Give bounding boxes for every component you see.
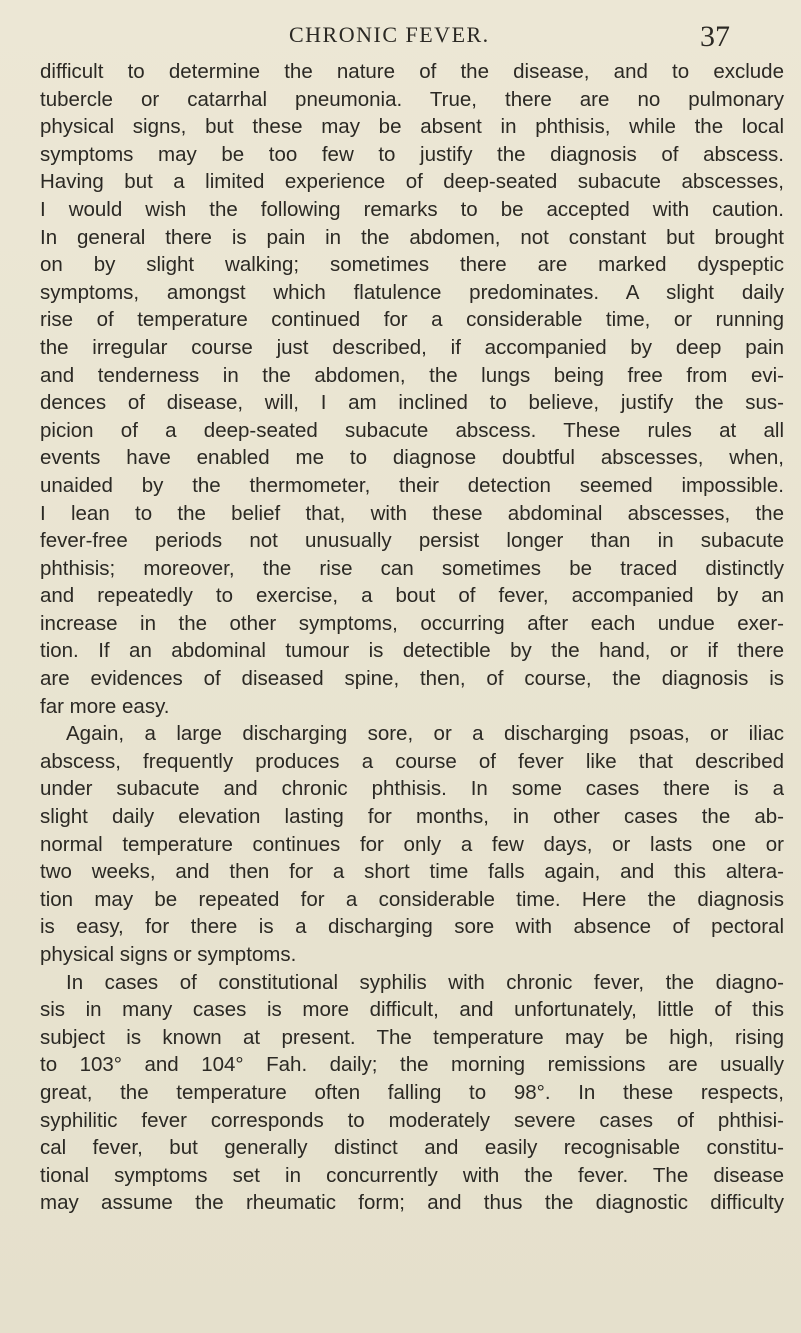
text-line: are evidences of diseased spine, then, of course, the diagnosis is — [40, 667, 784, 691]
text-line: fever-free periods not unusually persist longer than in subacute — [40, 529, 784, 553]
body-text — [40, 58, 784, 1217]
text-line: tional symptoms set in concurrently with the fever. The disease — [40, 1163, 784, 1187]
text-line: rise of temperature continued for a considerable time, or running — [40, 308, 784, 332]
text-line: may assume the rheumatic form; and thus the diagnostic difficulty — [40, 1191, 784, 1215]
text-line: under subacute and chronic phthisis. In some cases there is a — [40, 777, 784, 801]
text-line: symptoms, amongst which flatulence predominates. A slight daily — [40, 280, 784, 304]
text-line: two weeks, and then for a short time falls again, and this altera- — [40, 860, 784, 884]
page-number: 37 — [700, 20, 730, 53]
text-line: Having but a limited experience of deep-seated subacute abscesses, — [40, 170, 784, 194]
text-line: and tenderness in the abdomen, the lungs being free from evi- — [40, 363, 784, 387]
text-line: normal temperature continues for only a few days, or lasts one or — [40, 832, 784, 856]
text-line: cal fever, but generally distinct and easily recognisable constitu- — [40, 1136, 784, 1160]
text-line: tubercle or catarrhal pneumonia. True, there are no pulmonary — [40, 87, 784, 111]
text-line: to 103° and 104° Fah. daily; the morning remissions are usually — [40, 1053, 784, 1077]
text-line: I lean to the belief that, with these abdominal abscesses, the — [40, 501, 784, 525]
text-line: physical signs or symptoms. — [40, 943, 297, 966]
running-head — [0, 20, 801, 53]
text-line: subject is known at present. The temperature may be high, rising — [40, 1025, 784, 1049]
text-line: picion of a deep-seated subacute abscess. These rules at all — [40, 418, 784, 442]
text-line: is easy, for there is a discharging sore with absence of pectoral — [40, 915, 784, 939]
paragraph-1 — [40, 58, 784, 720]
text-line: dences of disease, will, I am inclined to believe, justify the sus- — [40, 391, 784, 415]
text-line: increase in the other symptoms, occurring after each undue exer- — [40, 611, 784, 635]
text-line: unaided by the thermometer, their detection seemed impossible. — [40, 473, 784, 497]
text-line: In general there is pain in the abdomen, not constant but brought — [40, 225, 784, 249]
paragraph-2 — [40, 720, 784, 968]
text-line: tion may be repeated for a considerable time. Here the diagnosis — [40, 887, 784, 911]
text-line: sis in many cases is more difficult, and unfortunately, little of this — [40, 998, 784, 1022]
text-line: slight daily elevation lasting for months, in other cases the ab- — [40, 805, 784, 829]
text-line: syphilitic fever corresponds to moderately severe cases of phthisi- — [40, 1108, 784, 1132]
text-line: phthisis; moreover, the rise can sometimes be traced distinctly — [40, 556, 784, 580]
running-title: CHRONIC FEVER. — [289, 22, 490, 47]
text-line: abscess, frequently produces a course of fever like that described — [40, 749, 784, 773]
text-line: I would wish the following remarks to be accepted with caution. — [40, 197, 784, 221]
text-line: far more easy. — [40, 694, 170, 718]
text-line: difficult to determine the nature of the disease, and to exclude — [40, 60, 784, 83]
text-line: tion. If an abdominal tumour is detectible by the hand, or if there — [40, 639, 784, 663]
text-line: In cases of constitutional syphilis with chronic fever, the diagno- — [66, 970, 784, 994]
text-line: great, the temperature often falling to 98°. In these respects, — [40, 1080, 784, 1104]
text-line: Again, a large discharging sore, or a discharging psoas, or iliac — [66, 722, 784, 746]
text-line: on by slight walking; sometimes there are marked dyspeptic — [40, 253, 784, 277]
text-line: symptoms may be too few to justify the diagnosis of abscess. — [40, 142, 784, 166]
paragraph-3 — [40, 969, 784, 1217]
text-line: and repeatedly to exercise, a bout of fever, accompanied by an — [40, 584, 784, 608]
text-line: the irregular course just described, if accompanied by deep pain — [40, 335, 784, 359]
text-line: physical signs, but these may be absent in phthisis, while the local — [40, 115, 784, 139]
text-line: events have enabled me to diagnose doubtful abscesses, when, — [40, 446, 784, 470]
